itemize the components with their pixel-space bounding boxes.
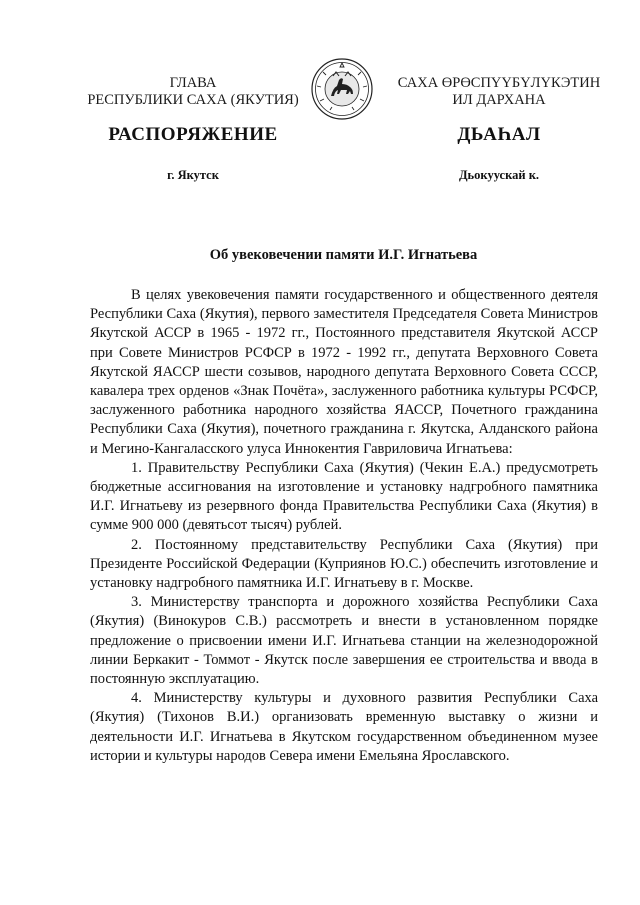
preamble-paragraph: В целях увековечения памяти государственного и общественного деятеля Республики Саха (Якутия), первого заместителя Председателя Совета Министров Якутской АССР в 1965 - 1972 гг., Постоянного представителя Якутской АССР при Совете Министров РСФСР в 1972 - 1992 гг., депутата Верховного Совета Якутской ЯАССР шести созывов, народного депутата Верховного Совета СССР, кавалера трех орденов «Знак Почёта», заслуженного работника культуры РСФСР, заслуженного работника народного хозяйства ЯАССР, Почетного гражданина Республики Саха (Якутия), почетного гражданина г. Якутска, Алданского района и Мегино-Кангаласского улуса Иннокентия Гавриловича Игнатьева: <box>90 287 598 457</box>
city-russian: г. Якутск <box>167 168 219 182</box>
city-yakut: Дьокуускай к. <box>458 168 540 182</box>
header-left <box>78 75 308 109</box>
clause-paragraph-2: 2. Постоянному представительству Республики Саха (Якутия) при Президенте Российской Федерации (Куприянов Ю.С.) обеспечить изготовление и установку надгробного памятника И.Г. Игнатьеву в г. Москве. <box>90 536 598 592</box>
doc-type-yakut: ДЬАҺАЛ <box>457 124 541 145</box>
clause-paragraph-3: 3. Министерству транспорта и дорожного хозяйства Республики Саха (Якутия) (Винокуров С.В.) рассмотреть и внести в установленном порядке предложение о присвоении имени И.Г. Игнатьева станции на железнодорожной линии Беркакит - Томмот - Якутск после завершения ее строительства и ввода в постоянную эксплуатацию. <box>90 594 598 688</box>
header-left-subtitle: РЕСПУБЛИКИ САХА (ЯКУТИЯ) <box>87 92 299 108</box>
doc-type-russian: РАСПОРЯЖЕНИЕ <box>108 124 278 145</box>
document-body <box>90 286 598 766</box>
coat-of-arms-emblem-icon <box>311 58 373 120</box>
clause-paragraph-1: 1. Правительству Республики Саха (Якутия) (Чекин Е.А.) предусмотреть бюджетные ассигнования на изготовление и установку надгробного памятника И.Г. Игнатьеву из резервного фонда Правительства Республики Саха (Якутия) в сумме 900 000 (девятьсот тысяч) рублей. <box>90 459 598 534</box>
document-title: Об увековечении памяти И.Г. Игнатьева <box>209 247 478 263</box>
header-right <box>388 75 610 109</box>
header-right-subtitle: ИЛ ДАРХАНА <box>452 92 546 108</box>
header-right-title: САХА ӨРӨСПҮҮБҮЛҮКЭТИН <box>397 75 601 91</box>
header-left-title: ГЛАВА <box>169 75 217 91</box>
clause-paragraph-4: 4. Министерству культуры и духовного развития Республики Саха (Якутия) (Тихонов В.И.) организовать временную выставку о жизни и деятельности И.Г. Игнатьева в Якутском государственном объединенном музее истории и культуры народов Севера имени Емельяна Ярославского. <box>90 690 598 764</box>
